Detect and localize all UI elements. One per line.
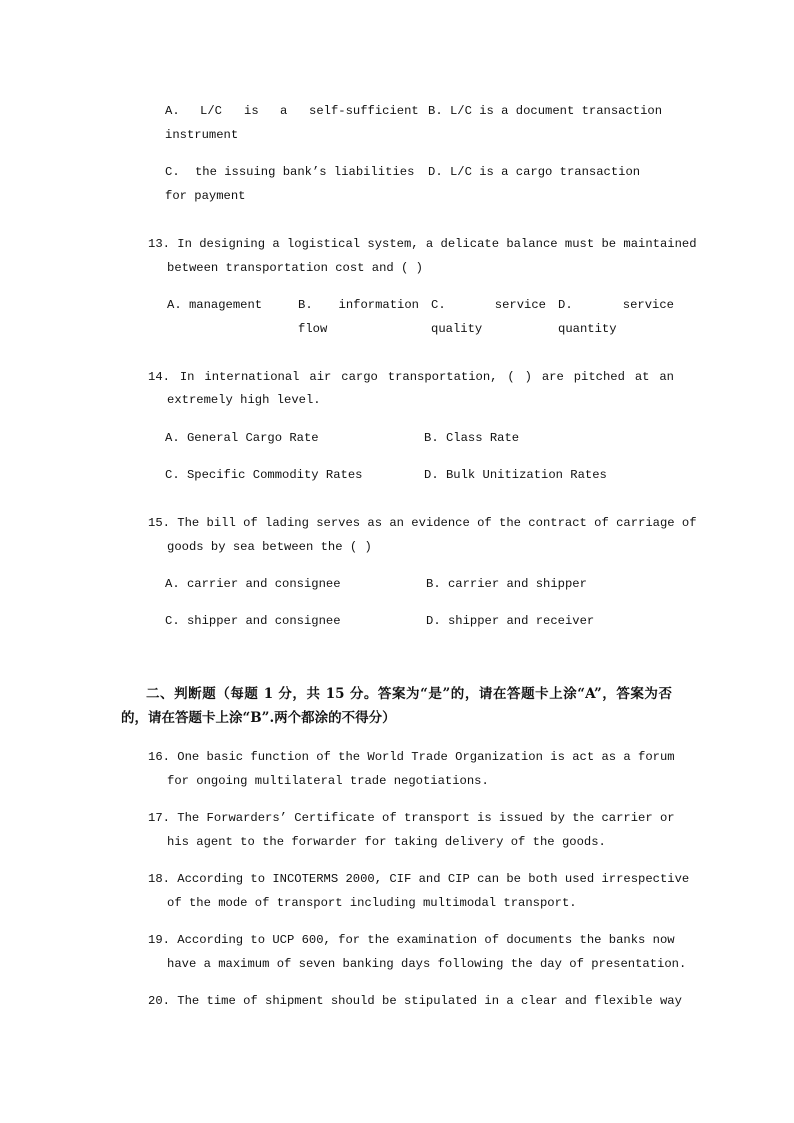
q12-option-d: D. L/C is a cargo transaction xyxy=(428,165,641,179)
section-heading-line1: 二、判断题（每题 1 分，共 15 分。答案为“是”的，请在答题卡上涂“A”，答案为否 xyxy=(146,686,672,702)
q15-stem-line1: 15. The bill of lading serves as an evidence of the contract of carriage of xyxy=(148,516,697,530)
q13-b-label: B. xyxy=(298,298,313,312)
q12-c-label: C. xyxy=(165,165,180,179)
q17-line1: 17. The Forwarders’ Certificate of transport is issued by the carrier or xyxy=(148,811,675,825)
q12-option-b: B. L/C is a document transaction xyxy=(428,104,663,118)
q14-option-b: B. Class Rate xyxy=(424,431,520,445)
q15-option-c: C. shipper and consignee xyxy=(165,614,341,628)
q14-stem-line1: 14. In international air cargo transportation, ( ) are pitched at an xyxy=(148,370,674,384)
q13-b-word: information xyxy=(338,298,419,312)
q14-option-d: D. Bulk Unitization Rates xyxy=(424,468,607,482)
q15-option-a: A. carrier and consignee xyxy=(165,577,341,591)
q18-line2: of the mode of transport including multimodal transport. xyxy=(167,896,577,910)
section-heading-line2: 的，请在答题卡上涂“B”.两个都涂的不得分） xyxy=(121,710,396,726)
q19-line1: 19. According to UCP 600, for the examination of documents the banks now xyxy=(148,933,675,947)
q17-line2: his agent to the forwarder for taking delivery of the goods. xyxy=(167,835,606,849)
q13-d-label: D. xyxy=(558,298,573,312)
q12-a-word: a xyxy=(280,104,288,118)
q13-d-word: service xyxy=(622,298,674,312)
q14-option-a: A. General Cargo Rate xyxy=(165,431,319,445)
q15-option-b: B. carrier and shipper xyxy=(426,577,587,591)
q13-option-c-continued: quality xyxy=(431,322,483,336)
q13-stem-line1: 13. In designing a logistical system, a delicate balance must be maintained xyxy=(148,237,697,251)
q19-line2: have a maximum of seven banking days following the day of presentation. xyxy=(167,957,687,971)
q13-option-a: A. management xyxy=(167,298,263,312)
q12-option-a-continued: instrument xyxy=(165,128,239,142)
q12-c-text: the issuing bank’s liabilities xyxy=(194,165,415,179)
q14-stem-line2: extremely high level. xyxy=(167,393,321,407)
q12-a-word: self-sufficient xyxy=(309,104,419,118)
q20-line1: 20. The time of shipment should be stipulated in a clear and flexible way xyxy=(148,994,682,1008)
q13-c-word: service xyxy=(494,298,546,312)
q13-stem-line2: between transportation cost and ( ) xyxy=(167,261,423,275)
q13-c-label: C. xyxy=(431,298,446,312)
q15-stem-line2: goods by sea between the ( ) xyxy=(167,540,372,554)
q13-option-d-continued: quantity xyxy=(558,322,617,336)
q16-line2: for ongoing multilateral trade negotiations. xyxy=(167,774,489,788)
q16-line1: 16. One basic function of the World Trade Organization is act as a forum xyxy=(148,750,675,764)
q12-option-c xyxy=(165,164,414,180)
q13-option-b-continued: flow xyxy=(298,322,328,336)
q15-option-d: D. shipper and receiver xyxy=(426,614,595,628)
q12-a-label: A. xyxy=(165,104,180,118)
q12-a-word: L/C xyxy=(200,104,222,118)
q12-option-c-continued: for payment xyxy=(165,189,246,203)
q14-option-c: C. Specific Commodity Rates xyxy=(165,468,363,482)
q12-a-word: is xyxy=(244,104,259,118)
q18-line1: 18. According to INCOTERMS 2000, CIF and CIP can be both used irrespective xyxy=(148,872,690,886)
